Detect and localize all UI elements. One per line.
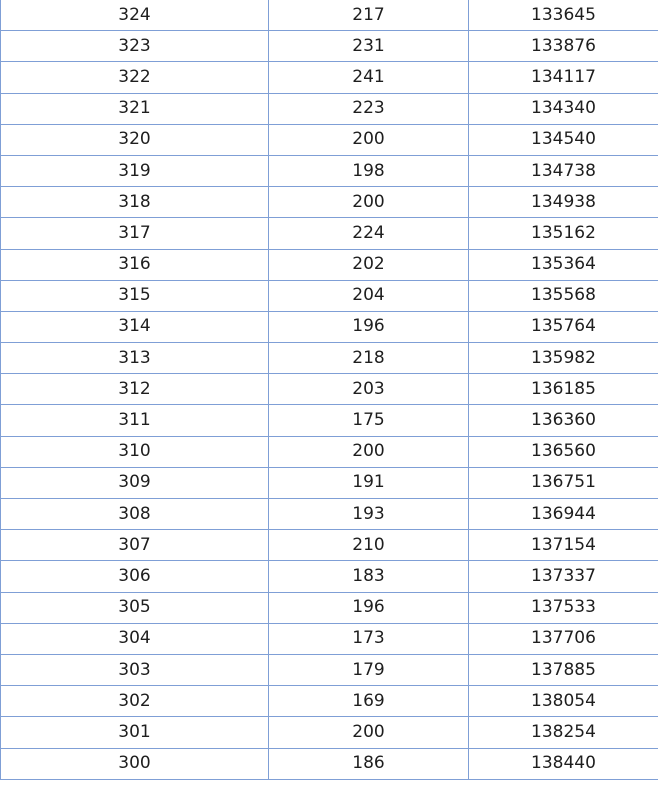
score-cell: 300 — [1, 748, 269, 779]
table-row — [1, 561, 658, 592]
count-cell: 200 — [269, 187, 469, 218]
score-cell: 308 — [1, 499, 269, 530]
table-row — [1, 31, 658, 62]
cumulative-cell: 135162 — [469, 218, 658, 249]
score-cell: 319 — [1, 155, 269, 186]
cumulative-cell: 137706 — [469, 623, 658, 654]
cumulative-cell: 134117 — [469, 62, 658, 93]
score-cell: 309 — [1, 467, 269, 498]
count-cell: 200 — [269, 436, 469, 467]
score-cell: 312 — [1, 374, 269, 405]
score-cell: 320 — [1, 124, 269, 155]
table-row — [1, 311, 658, 342]
score-cell: 321 — [1, 93, 269, 124]
cumulative-cell: 134540 — [469, 124, 658, 155]
count-cell: 196 — [269, 311, 469, 342]
score-cell: 307 — [1, 530, 269, 561]
count-cell: 175 — [269, 405, 469, 436]
score-cell: 311 — [1, 405, 269, 436]
cumulative-cell: 136360 — [469, 405, 658, 436]
count-cell: 183 — [269, 561, 469, 592]
table-row — [1, 623, 658, 654]
table-row — [1, 717, 658, 748]
cumulative-cell: 135568 — [469, 280, 658, 311]
cumulative-cell: 138254 — [469, 717, 658, 748]
cumulative-cell: 136560 — [469, 436, 658, 467]
table-row — [1, 499, 658, 530]
score-cell: 315 — [1, 280, 269, 311]
score-cell: 317 — [1, 218, 269, 249]
table-row — [1, 343, 658, 374]
cumulative-cell: 136185 — [469, 374, 658, 405]
table-row — [1, 467, 658, 498]
count-cell: 198 — [269, 155, 469, 186]
table-row — [1, 654, 658, 685]
cumulative-cell: 134738 — [469, 155, 658, 186]
score-cell: 301 — [1, 717, 269, 748]
count-cell: 193 — [269, 499, 469, 530]
score-cell: 305 — [1, 592, 269, 623]
count-cell: 191 — [269, 467, 469, 498]
score-cell: 322 — [1, 62, 269, 93]
table-row — [1, 374, 658, 405]
table-row — [1, 748, 658, 779]
count-cell: 203 — [269, 374, 469, 405]
count-cell: 202 — [269, 249, 469, 280]
count-cell: 186 — [269, 748, 469, 779]
count-cell: 217 — [269, 0, 469, 31]
table-row — [1, 686, 658, 717]
count-cell: 210 — [269, 530, 469, 561]
count-cell: 224 — [269, 218, 469, 249]
cumulative-cell: 135764 — [469, 311, 658, 342]
cumulative-cell: 138054 — [469, 686, 658, 717]
count-cell: 200 — [269, 124, 469, 155]
count-cell: 241 — [269, 62, 469, 93]
cumulative-cell: 137885 — [469, 654, 658, 685]
count-cell: 204 — [269, 280, 469, 311]
count-cell: 173 — [269, 623, 469, 654]
table-row — [1, 530, 658, 561]
count-cell: 223 — [269, 93, 469, 124]
count-cell: 218 — [269, 343, 469, 374]
cumulative-cell: 138440 — [469, 748, 658, 779]
table-row — [1, 155, 658, 186]
table-row — [1, 436, 658, 467]
score-cell: 303 — [1, 654, 269, 685]
table-row — [1, 62, 658, 93]
table-row — [1, 93, 658, 124]
cumulative-cell: 133645 — [469, 0, 658, 31]
count-cell: 196 — [269, 592, 469, 623]
score-cell: 306 — [1, 561, 269, 592]
cumulative-cell: 134340 — [469, 93, 658, 124]
cumulative-cell: 136944 — [469, 499, 658, 530]
score-cell: 310 — [1, 436, 269, 467]
count-cell: 200 — [269, 717, 469, 748]
table-row — [1, 405, 658, 436]
score-cell: 304 — [1, 623, 269, 654]
table-row — [1, 280, 658, 311]
count-cell: 231 — [269, 31, 469, 62]
score-cell: 313 — [1, 343, 269, 374]
count-cell: 169 — [269, 686, 469, 717]
table-row — [1, 592, 658, 623]
table-row — [1, 249, 658, 280]
cumulative-cell: 137337 — [469, 561, 658, 592]
score-cell: 323 — [1, 31, 269, 62]
score-cell: 324 — [1, 0, 269, 31]
score-cell: 302 — [1, 686, 269, 717]
cumulative-cell: 136751 — [469, 467, 658, 498]
count-cell: 179 — [269, 654, 469, 685]
cumulative-cell: 137533 — [469, 592, 658, 623]
table-body — [1, 0, 658, 779]
table-row — [1, 124, 658, 155]
cumulative-cell: 135982 — [469, 343, 658, 374]
table-row — [1, 0, 658, 31]
score-cell: 316 — [1, 249, 269, 280]
cumulative-cell: 135364 — [469, 249, 658, 280]
score-cell: 314 — [1, 311, 269, 342]
cumulative-cell: 134938 — [469, 187, 658, 218]
table-row — [1, 187, 658, 218]
score-cell: 318 — [1, 187, 269, 218]
table-row — [1, 218, 658, 249]
cumulative-cell: 137154 — [469, 530, 658, 561]
cumulative-cell: 133876 — [469, 31, 658, 62]
